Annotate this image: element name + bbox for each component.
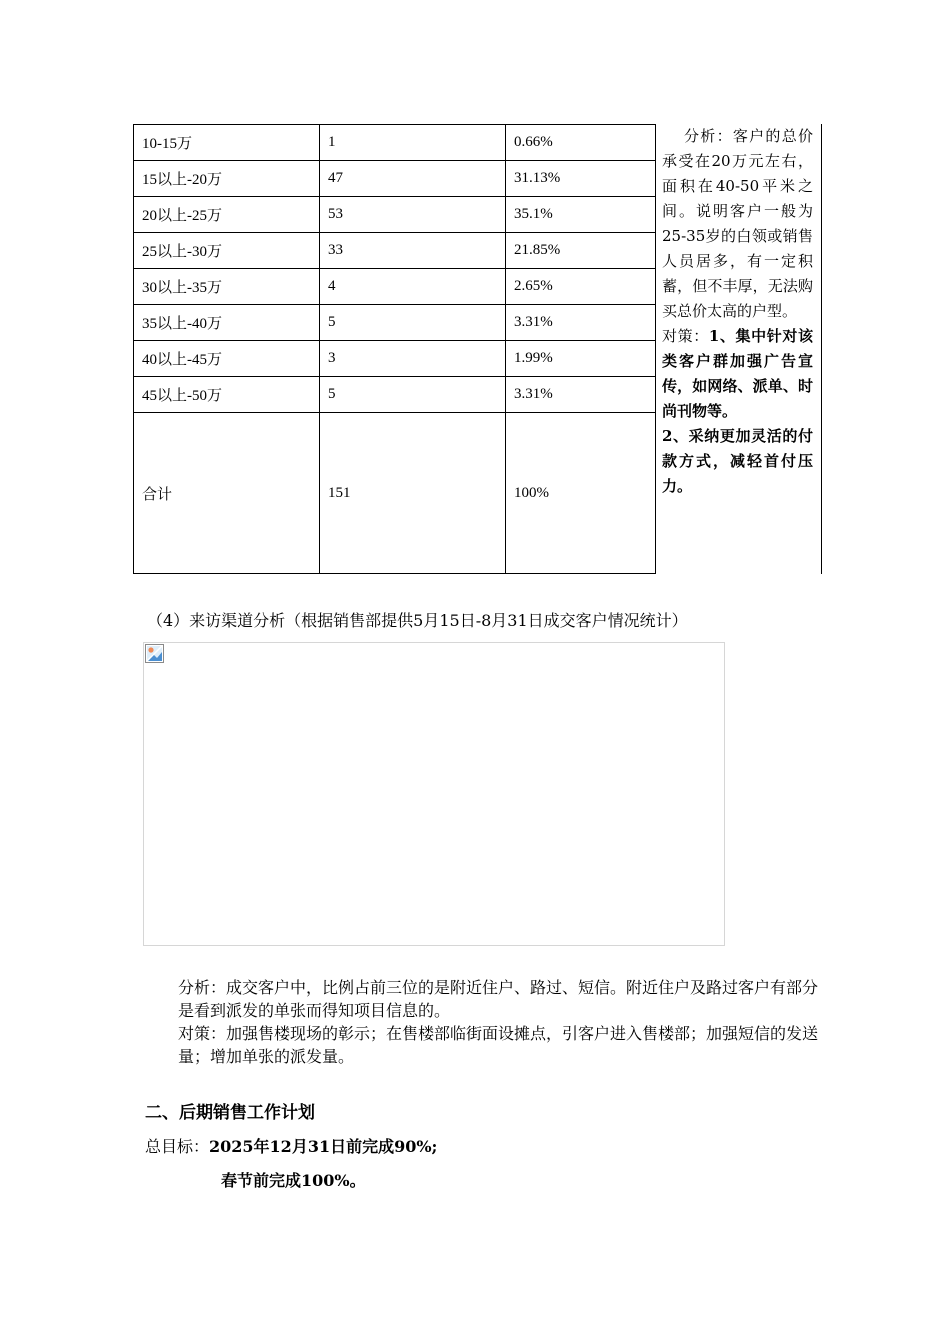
table-row (134, 269, 656, 305)
price-range-cell: 35以上-40万 (134, 305, 320, 341)
customer-count-cell: 4 (320, 269, 506, 305)
table-row (134, 341, 656, 377)
percentage-cell: 35.1% (506, 197, 656, 233)
price-range-cell: 15以上-20万 (134, 161, 320, 197)
percentage-cell: 21.85% (506, 233, 656, 269)
price-range-cell: 20以上-25万 (134, 197, 320, 233)
channel-analysis-heading: （4）来访渠道分析（根据销售部提供5月15日-8月31日成交客户情况统计） (147, 611, 688, 630)
customer-count-cell: 53 (320, 197, 506, 233)
channel-chart-image-placeholder (143, 642, 725, 946)
total-label-cell: 合计 (134, 413, 320, 574)
price-range-cell: 45以上-50万 (134, 377, 320, 413)
table-row (134, 197, 656, 233)
broken-image-icon (145, 644, 164, 663)
side-strategy-1 (662, 324, 813, 424)
table-row (134, 125, 656, 161)
side-analysis-text: 分析：客户的总价承受在20万元左右，面积在40-50平米之间。说明客户一般为25-35岁的白领或销售人员居多，有一定积蓄，但不丰厚，无法购买总价太高的户型。 (662, 127, 813, 320)
channel-strategy-text: 对策：加强售楼现场的彰示；在售楼部临街面设摊点，引客户进入售楼部；加强短信的发送量；增加单张的派发量。 (178, 1024, 819, 1066)
percentage-cell: 3.31% (506, 305, 656, 341)
total-percentage-cell: 100% (506, 413, 656, 574)
percentage-cell: 2.65% (506, 269, 656, 305)
goal-sub-line: 春节前完成100%。 (221, 1171, 366, 1190)
goal-text: 2025年12月31日前完成90%; (209, 1137, 438, 1156)
side-strategy-2 (662, 424, 813, 499)
price-range-cell: 40以上-45万 (134, 341, 320, 377)
customer-count-cell: 5 (320, 305, 506, 341)
table-row (134, 305, 656, 341)
price-range-cell: 25以上-30万 (134, 233, 320, 269)
table-row (134, 161, 656, 197)
customer-count-cell: 1 (320, 125, 506, 161)
total-count-cell: 151 (320, 413, 506, 574)
customer-count-cell: 47 (320, 161, 506, 197)
table-row (134, 233, 656, 269)
price-range-cell: 10-15万 (134, 125, 320, 161)
price-range-cell: 30以上-35万 (134, 269, 320, 305)
strategy-2-text: 2、采纳更加灵活的付款方式，减轻首付压力。 (662, 427, 813, 495)
customer-count-cell: 3 (320, 341, 506, 377)
total-row (134, 413, 656, 574)
percentage-cell: 1.99% (506, 341, 656, 377)
channel-analysis-text: 分析：成交客户中，比例占前三位的是附近住户、路过、短信。附近住户及路过客户有部分是看到派发的单张而得知项目信息的。 (178, 978, 819, 1020)
strategy-1-text: 1、集中针对该类客户群加强广告宣传，如网络、派单、时尚刊物等。 (662, 327, 813, 420)
customer-count-cell: 5 (320, 377, 506, 413)
goal-line (145, 1134, 437, 1160)
table-row (134, 377, 656, 413)
strategy-prefix: 对策： (662, 327, 709, 345)
percentage-cell: 31.13% (506, 161, 656, 197)
percentage-cell: 0.66% (506, 125, 656, 161)
side-analysis-note (662, 124, 822, 574)
percentage-cell: 3.31% (506, 377, 656, 413)
price-range-table (133, 124, 656, 574)
goal-label: 总目标： (145, 1137, 210, 1156)
channel-analysis-block (178, 976, 828, 1068)
customer-count-cell: 33 (320, 233, 506, 269)
section-title: 二、后期销售工作计划 (145, 1103, 315, 1123)
